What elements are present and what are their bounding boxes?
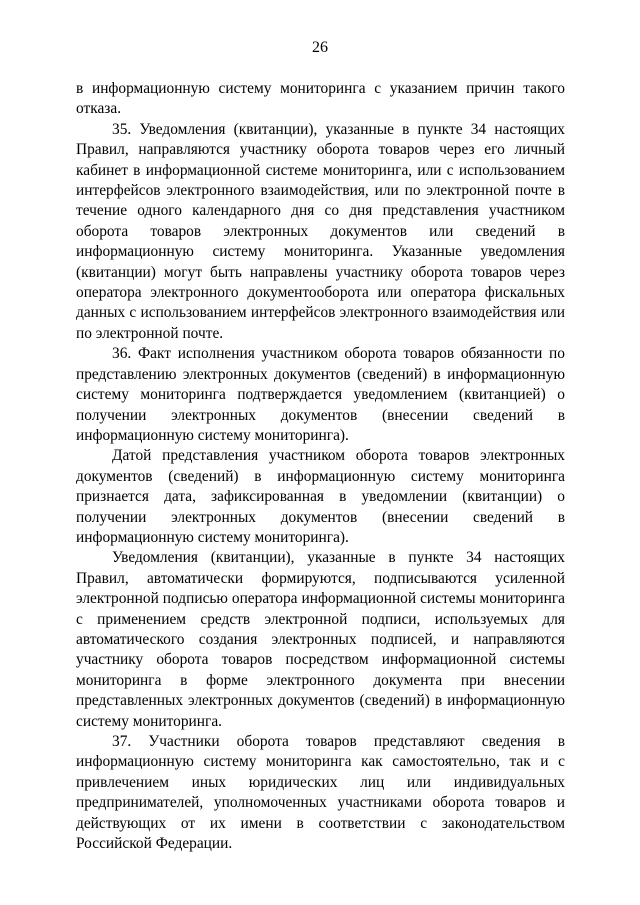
page-number: 26 [312, 39, 328, 56]
paragraph-item-36: 36. Факт исполнения участником оборота товаров обязанности по представлению электронных документов (сведений) в информационную систему мониторинга подтверждается уведомлением (квитанцией) о получении электронных документов (внесении сведений в информационную систему мониторинга). [76, 345, 565, 444]
paragraph-item-37: 37. Участники оборота товаров представляют сведения в информационную систему мониторинга как самостоятельно, так и с привлечением иных юридических лиц или индивидуальных предпринимателей, уполномоченных участниками оборота товаров и действующих от их имени в соответствии с законодательством Российской Федерации. [76, 733, 565, 853]
paragraph-submission-date: Датой представления участником оборота товаров электронных документов (сведений) в информационную систему мониторинга признается дата, зафиксированная в уведомлении (квитанции) о получении электронных документов (внесении сведений в информационную систему мониторинга). [76, 447, 565, 546]
document-body [76, 79, 565, 854]
paragraph-continuation: в информационную систему мониторинга с указанием причин такого отказа. [76, 80, 565, 118]
paragraph-notifications: Уведомления (квитанции), указанные в пункте 34 настоящих Правил, автоматически формируются, подписываются усиленной электронной подписью оператора информационной системы мониторинга с применением средств электронной подписи, используемых для автоматического создания электронных подписей, и направляются участнику оборота товаров посредством информационной системы мониторинга в форме электронного документа при внесении представленных электронных документов (сведений) в информационную систему мониторинга. [76, 549, 565, 730]
paragraph-item-35: 35. Уведомления (квитанции), указанные в пункте 34 настоящих Правил, направляются участнику оборота товаров через его личный кабинет в информационной системе мониторинга, или с использованием интерфейсов электронного взаимодействия, или по электронной почте в течение одного календарного дня со дня представления участником оборота товаров электронных документов или сведений в информационную систему мониторинга. Указанные уведомления (квитанции) могут быть направлены участнику оборота товаров через оператора электронного документооборота или оператора фискальных данных с использованием интерфейсов электронного взаимодействия или по электронной почте. [76, 120, 565, 342]
